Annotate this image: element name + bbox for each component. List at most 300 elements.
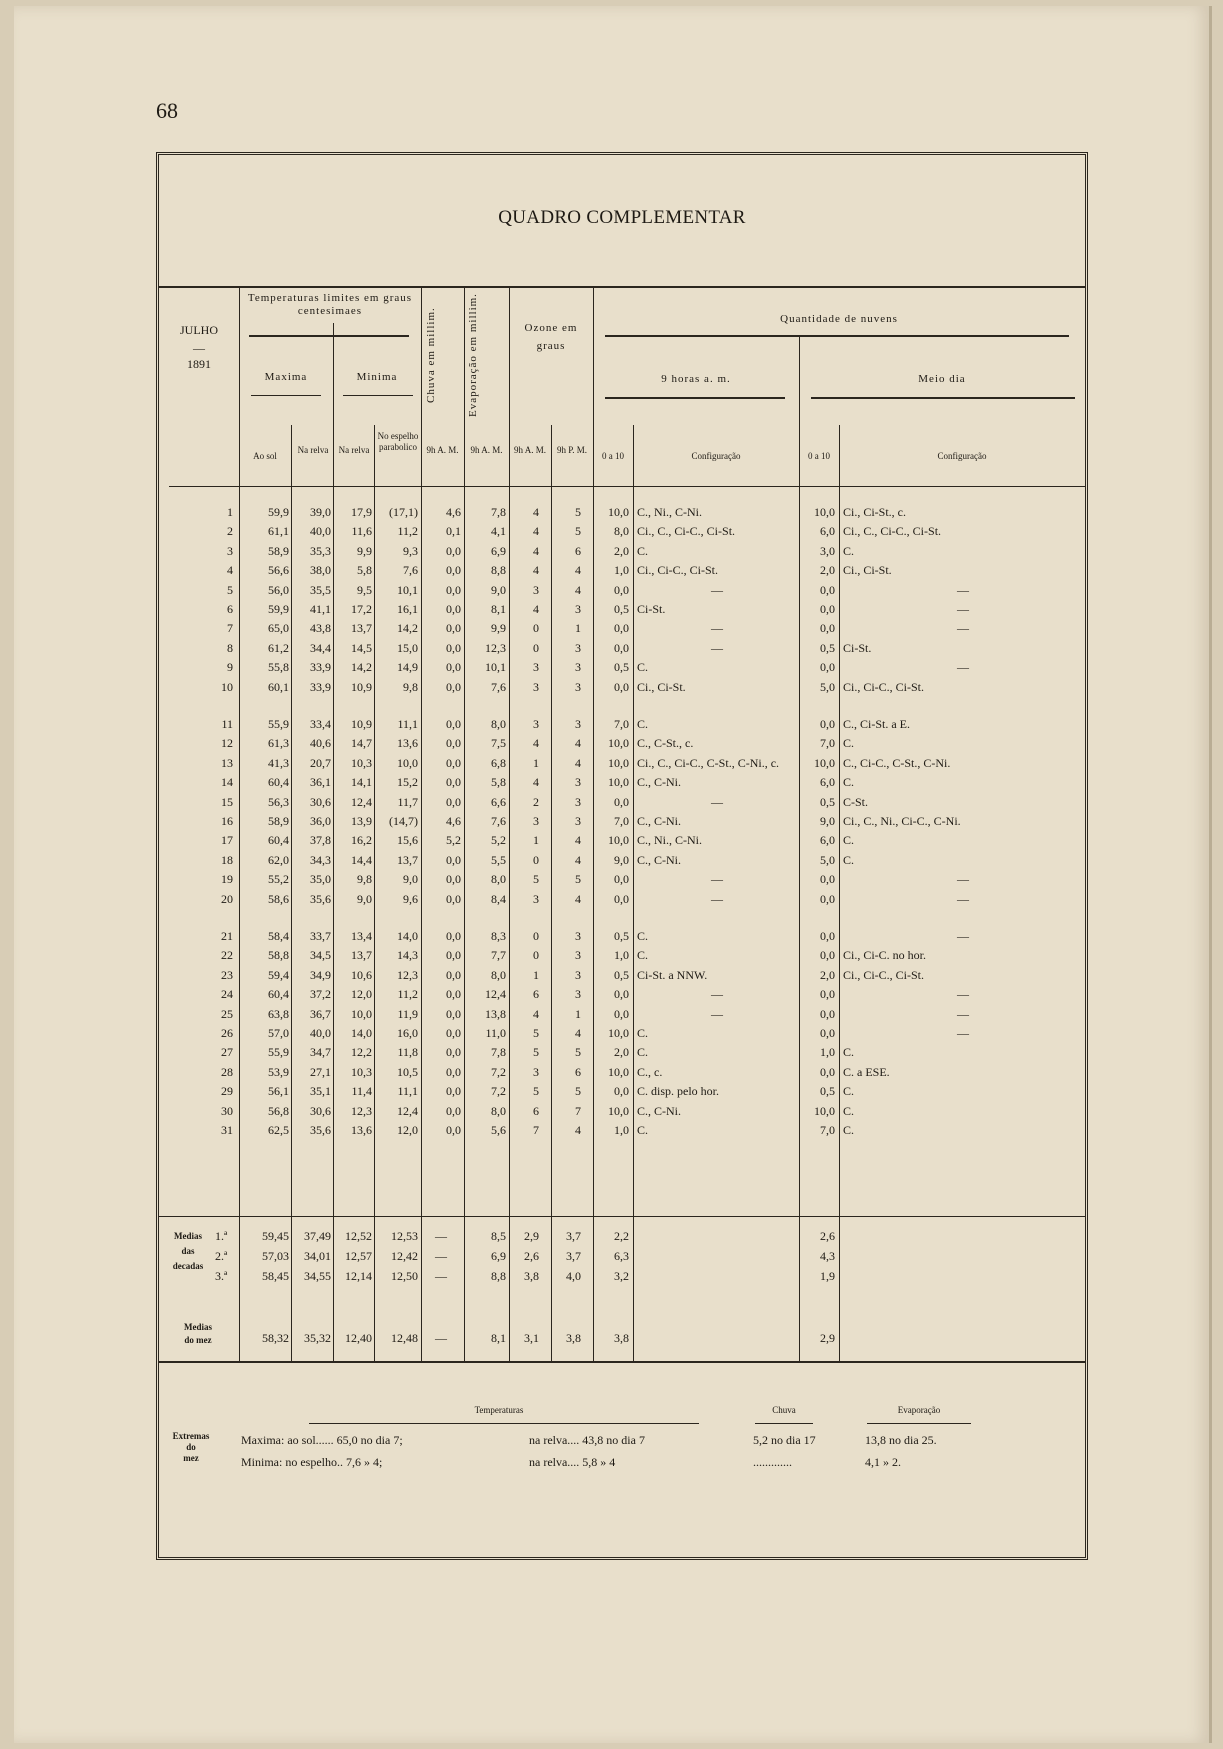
extremas-maxima-evap: 13,8 no dia 25. xyxy=(865,1433,937,1447)
table-cell: 0,0 xyxy=(614,1006,629,1021)
table-cell: 6,8 xyxy=(491,755,506,770)
table-cell: 10,0 xyxy=(608,1026,629,1040)
header-bottom-rule xyxy=(169,486,1085,487)
table-cell: Ci., C., Ci-C., Ci-St. xyxy=(637,524,736,539)
table-cell: C. xyxy=(843,775,855,790)
table-cell: C., Ni., C-Ni. xyxy=(637,505,703,519)
nuvens-9h-scale-header: 0 a 10 xyxy=(602,451,624,461)
table-cell: 5 xyxy=(533,1026,539,1040)
table-cell: 0,0 xyxy=(446,660,461,675)
decada-cell: 12,52 xyxy=(345,1229,372,1243)
table-cell: Ci., C., Ci-C., Ci-St. xyxy=(843,524,942,539)
table-cell: 3 xyxy=(533,717,539,731)
table-cell: 5 xyxy=(575,1084,581,1099)
extremas-minima-relva: na relva.... 5,8 » 4 xyxy=(529,1455,616,1469)
medias-bottom-rule xyxy=(159,1361,1085,1363)
table-cell: C. xyxy=(637,660,649,675)
table-cell: — xyxy=(711,621,723,636)
table-cell: 0,0 xyxy=(446,891,461,906)
table-cell: 0,0 xyxy=(446,948,461,963)
table-cell: 3 xyxy=(533,891,539,906)
table-cell: C. xyxy=(843,1123,855,1137)
header-top-rule xyxy=(159,286,1085,288)
decada-cell: 58,45 xyxy=(262,1269,289,1283)
table-cell: 0,0 xyxy=(820,1026,835,1040)
table-cell: 15,2 xyxy=(397,775,418,790)
table-cell: 35,5 xyxy=(310,582,331,597)
table-cell: C., C-St., c. xyxy=(637,736,694,751)
table-cell: 0,5 xyxy=(614,602,629,616)
table-cell: 65,0 xyxy=(268,621,289,636)
table-cell: 60,4 xyxy=(268,987,289,1002)
table-cell: 6,0 xyxy=(820,524,835,539)
table-cell: 60,4 xyxy=(268,833,289,848)
table-cell: 13,7 xyxy=(351,948,372,963)
table-cell: C., Ci-C., C-St., C-Ni. xyxy=(843,755,951,770)
table-cell: 10,1 xyxy=(485,660,506,675)
day-cell: 7 xyxy=(227,621,233,636)
table-cell: 10,9 xyxy=(351,717,372,731)
table-cell: 17,9 xyxy=(351,505,372,519)
table-cell: 13,9 xyxy=(351,814,372,828)
table-frame xyxy=(156,152,1088,1560)
table-cell: Ci., Ci-St. xyxy=(637,679,686,694)
table-cell: — xyxy=(957,1026,969,1040)
month-dash: — xyxy=(193,341,205,355)
table-cell: 6 xyxy=(533,1103,539,1118)
table-cell: — xyxy=(711,1006,723,1021)
day-cell: 8 xyxy=(227,640,233,655)
day-cell: 3 xyxy=(227,543,233,558)
year-label: 1891 xyxy=(187,357,211,371)
table-cell: 38,0 xyxy=(310,563,331,578)
day-cell: 14 xyxy=(221,775,233,790)
decadas-label-1: Medias xyxy=(174,1231,202,1241)
table-cell: 12,3 xyxy=(351,1103,372,1118)
table-cell: 15,6 xyxy=(397,833,418,848)
table-cell: 0,0 xyxy=(446,929,461,943)
day-cell: 11 xyxy=(221,717,233,731)
table-cell: 34,7 xyxy=(310,1045,331,1060)
table-cell: 3 xyxy=(575,717,581,731)
table-cell: 5 xyxy=(533,1084,539,1099)
table-cell: 7,0 xyxy=(820,1123,835,1137)
table-cell: 0,0 xyxy=(820,872,835,887)
table-cell: 10,0 xyxy=(397,755,418,770)
table-cell: 3 xyxy=(533,814,539,828)
table-cell: 11,9 xyxy=(397,1006,418,1021)
table-cell: Ci-St. xyxy=(843,640,872,655)
mez-label xyxy=(163,1321,233,1347)
table-cell: 11,4 xyxy=(351,1084,372,1099)
table-cell: — xyxy=(711,891,723,906)
table-cell: C. xyxy=(637,948,649,963)
table-cell: 56,0 xyxy=(268,582,289,597)
table-cell: 5 xyxy=(533,872,539,887)
page-title: QUADRO COMPLEMENTAR xyxy=(498,207,746,228)
table-cell: 0,5 xyxy=(614,660,629,675)
table-cell: 10,0 xyxy=(608,736,629,751)
decada-cell: — xyxy=(435,1269,447,1283)
table-cell: 35,0 xyxy=(310,872,331,887)
table-cell: 0,0 xyxy=(446,794,461,809)
table-cell: 1 xyxy=(533,967,539,982)
table-cell: 37,2 xyxy=(310,987,331,1002)
day-cell: 2 xyxy=(227,524,233,539)
table-cell: 8,0 xyxy=(491,1103,506,1118)
decadas-label-3: decadas xyxy=(172,1261,204,1271)
table-cell: Ci-St. xyxy=(637,602,666,616)
table-cell: 7 xyxy=(533,1123,539,1137)
table-cell: 3,0 xyxy=(820,543,835,558)
table-cell: C., C-Ni. xyxy=(637,775,682,790)
extremas-chuva-header: Chuva xyxy=(772,1405,796,1415)
minima-brace xyxy=(343,395,413,396)
table-cell: 11,1 xyxy=(397,1084,418,1099)
table-cell: 9,0 xyxy=(614,852,629,867)
table-cell: 8,8 xyxy=(491,563,506,578)
decada-cell: 6,3 xyxy=(614,1249,629,1263)
day-cell: 10 xyxy=(221,679,233,694)
table-cell: Ci., Ci-C., Ci-St. xyxy=(843,967,925,982)
nuvens-brace xyxy=(605,335,1069,337)
table-cell: 61,3 xyxy=(268,736,289,751)
table-cell: 0,0 xyxy=(446,736,461,751)
extremas-label xyxy=(163,1431,219,1464)
table-cell: 56,1 xyxy=(268,1084,289,1099)
table-cell: 4 xyxy=(575,582,581,597)
mez-cell: 58,32 xyxy=(262,1331,289,1345)
table-cell: 7,0 xyxy=(614,717,629,731)
day-cell: 27 xyxy=(221,1045,233,1060)
table-cell: 0,0 xyxy=(446,967,461,982)
table-cell: — xyxy=(957,582,969,597)
temp-brace xyxy=(249,335,409,337)
table-cell: 0 xyxy=(533,640,539,655)
table-cell: 0,0 xyxy=(614,872,629,887)
decada-cell: 8,8 xyxy=(491,1269,506,1283)
col-rule xyxy=(839,425,840,1361)
day-cell: 19 xyxy=(221,872,233,887)
table-cell: 0,0 xyxy=(446,543,461,558)
table-cell: 3 xyxy=(575,794,581,809)
decada-cell: 3,7 xyxy=(566,1249,581,1263)
table-cell: 0,0 xyxy=(820,602,835,616)
mez-cell: 12,40 xyxy=(345,1331,372,1345)
decada-cell: 6,9 xyxy=(491,1249,506,1263)
table-cell: 9,9 xyxy=(491,621,506,636)
mez-cell: 3,1 xyxy=(524,1331,539,1345)
decada-cell: — xyxy=(435,1229,447,1243)
table-cell: C. xyxy=(637,543,649,558)
table-cell: 0,0 xyxy=(614,891,629,906)
table-cell: 5 xyxy=(575,872,581,887)
table-cell: 4 xyxy=(575,736,581,751)
table-cell: C. a ESE. xyxy=(843,1064,890,1079)
table-cell: 58,9 xyxy=(268,814,289,828)
table-cell: 0,0 xyxy=(820,948,835,963)
decada-cell: 3,7 xyxy=(566,1229,581,1243)
decada-cell: 12,53 xyxy=(391,1229,418,1243)
table-cell: 12,3 xyxy=(397,967,418,982)
table-cell: 6 xyxy=(533,987,539,1002)
table-cell: 8,3 xyxy=(491,929,506,943)
table-cell: 7,0 xyxy=(614,814,629,828)
table-cell: 4 xyxy=(575,1123,581,1137)
decada-cell: — xyxy=(435,1249,447,1263)
table-cell: 56,3 xyxy=(268,794,289,809)
table-cell: 12,0 xyxy=(351,987,372,1002)
table-cell: 4 xyxy=(533,602,539,616)
table-cell: 11,0 xyxy=(485,1026,506,1040)
table-cell: 5,8 xyxy=(357,563,372,578)
table-cell: 34,3 xyxy=(310,852,331,867)
minima-header: Minima xyxy=(356,371,398,383)
table-cell: 56,6 xyxy=(268,563,289,578)
table-cell: 14,1 xyxy=(351,775,372,790)
table-cell: 55,9 xyxy=(268,1045,289,1060)
table-cell: 30,6 xyxy=(310,1103,331,1118)
decada-cell: 12,14 xyxy=(345,1269,372,1283)
table-cell: 10,3 xyxy=(351,1064,372,1079)
table-cell: 11,7 xyxy=(397,794,418,809)
table-cell: 0,5 xyxy=(820,640,835,655)
mez-label-2: do mez xyxy=(184,1335,212,1345)
table-cell: 0,0 xyxy=(820,660,835,675)
table-cell: 27,1 xyxy=(310,1064,331,1079)
table-cell: (14,7) xyxy=(389,814,418,828)
table-cell: 9,9 xyxy=(357,543,372,558)
table-cell: Ci., Ci-C., Ci-St. xyxy=(843,679,925,694)
table-cell: 0 xyxy=(533,948,539,963)
table-cell: (17,1) xyxy=(389,505,418,519)
mez-cell: 2,9 xyxy=(820,1331,835,1345)
table-cell: C-St. xyxy=(843,794,869,809)
table-cell: Ci., C., Ni., Ci-C., C-Ni. xyxy=(843,814,961,828)
decada-cell: 3,2 xyxy=(614,1269,629,1283)
table-cell: 7,6 xyxy=(403,563,418,578)
table-cell: — xyxy=(957,621,969,636)
table-cell: 35,6 xyxy=(310,1123,331,1137)
mez-cell: — xyxy=(435,1331,447,1345)
extremas-label-3: mez xyxy=(183,1453,199,1463)
decada-cell: 3.ª xyxy=(215,1269,228,1283)
table-cell: 3 xyxy=(575,660,581,675)
table-cell: 14,7 xyxy=(351,736,372,751)
table-cell: 1,0 xyxy=(614,1123,629,1137)
table-cell: 14,3 xyxy=(397,948,418,963)
table-cell: 37,8 xyxy=(310,833,331,848)
table-cell: — xyxy=(957,1006,969,1021)
day-cell: 21 xyxy=(221,929,233,943)
day-cell: 28 xyxy=(221,1064,233,1079)
day-cell: 25 xyxy=(221,1006,233,1021)
ao-sol-header: Ao sol xyxy=(253,451,277,461)
table-cell: 35,1 xyxy=(310,1084,331,1099)
decada-cell: 3,8 xyxy=(524,1269,539,1283)
table-cell: 0,0 xyxy=(446,1045,461,1060)
table-cell: 4 xyxy=(533,736,539,751)
table-cell: 36,7 xyxy=(310,1006,331,1021)
table-cell: 7,2 xyxy=(491,1084,506,1099)
table-cell: 4 xyxy=(533,1006,539,1021)
mez-cell: 8,1 xyxy=(491,1331,506,1345)
table-cell: 0,0 xyxy=(446,1006,461,1021)
extremas-maxima-chuva: 5,2 no dia 17 xyxy=(753,1433,816,1447)
table-cell: 0,0 xyxy=(446,1064,461,1079)
col-rule xyxy=(633,425,634,1361)
table-cell: 5,0 xyxy=(820,679,835,694)
mez-cell: 35,32 xyxy=(304,1331,331,1345)
table-cell: 13,6 xyxy=(351,1123,372,1137)
table-cell: 9,0 xyxy=(820,814,835,828)
table-cell: 9,8 xyxy=(357,872,372,887)
table-cell: 33,4 xyxy=(310,717,331,731)
table-cell: 16,1 xyxy=(397,602,418,616)
table-cell: 0,0 xyxy=(614,621,629,636)
table-cell: 43,8 xyxy=(310,621,331,636)
table-cell: 8,4 xyxy=(491,891,506,906)
table-cell: 34,9 xyxy=(310,967,331,982)
table-cell: — xyxy=(957,660,969,675)
ozone-9pm-header: 9h P. M. xyxy=(556,445,587,455)
table-cell: — xyxy=(957,602,969,616)
table-cell: 3 xyxy=(533,582,539,597)
table-cell: 0,0 xyxy=(820,1064,835,1079)
na-relva-max-header: Na relva xyxy=(297,445,329,455)
table-cell: 59,9 xyxy=(268,602,289,616)
table-cell: 12,4 xyxy=(485,987,506,1002)
table-cell: 4 xyxy=(575,1026,581,1040)
chuva-header: Chuva em millim. xyxy=(425,307,437,403)
table-cell: 5,2 xyxy=(491,833,506,848)
table-cell: 4,6 xyxy=(446,505,461,519)
table-cell: 3 xyxy=(575,602,581,616)
table-cell: 9,3 xyxy=(403,543,418,558)
table-cell: 14,9 xyxy=(397,660,418,675)
table-cell: 55,2 xyxy=(268,872,289,887)
day-cell: 5 xyxy=(227,582,233,597)
extremas-minima-chuva: ............. xyxy=(753,1455,792,1469)
table-cell: 16,0 xyxy=(397,1026,418,1040)
table-cell: 41,3 xyxy=(268,755,289,770)
decada-cell: 12,42 xyxy=(391,1249,418,1263)
day-cell: 18 xyxy=(221,852,233,867)
day-cell: 30 xyxy=(221,1103,233,1118)
table-cell: 53,9 xyxy=(268,1064,289,1079)
table-cell: 0 xyxy=(533,929,539,943)
table-cell: — xyxy=(957,891,969,906)
table-cell: C. xyxy=(637,929,649,943)
table-cell: 0,0 xyxy=(446,1103,461,1118)
mez-cell: 3,8 xyxy=(566,1331,581,1345)
table-cell: 0,5 xyxy=(614,967,629,982)
ozone-9am-header: 9h A. M. xyxy=(513,445,546,455)
table-cell: 3 xyxy=(533,679,539,694)
evap-9h-header: 9h A. M. xyxy=(470,445,503,455)
extremas-label-1: Extremas xyxy=(172,1431,210,1441)
table-cell: 0,0 xyxy=(820,929,835,943)
table-cell: C. xyxy=(843,1103,855,1118)
page-number: 68 xyxy=(156,98,178,123)
table-cell: 10,6 xyxy=(351,967,372,982)
decada-cell: 2.ª xyxy=(215,1249,228,1263)
table-cell: 11,8 xyxy=(397,1045,418,1060)
table-cell: Ci., Ci-St., c. xyxy=(843,505,907,519)
table-cell: C. xyxy=(843,1084,855,1099)
day-cell: 29 xyxy=(221,1084,233,1099)
table-cell: 9,0 xyxy=(491,582,506,597)
table-cell: 4 xyxy=(533,524,539,539)
table-cell: 2 xyxy=(533,794,539,809)
table-cell: 0,0 xyxy=(820,891,835,906)
extremas-minima-evap: 4,1 » 2. xyxy=(865,1455,901,1469)
table-cell: 3 xyxy=(575,814,581,828)
table-cell: 2,0 xyxy=(614,1045,629,1060)
table-cell: 10,0 xyxy=(814,505,835,519)
table-cell: 11,1 xyxy=(397,717,418,731)
table-cell: 9,6 xyxy=(403,891,418,906)
temp-group-header: Temperaturas limites em graus centesimaes xyxy=(247,292,413,317)
table-cell: 0,0 xyxy=(446,1026,461,1040)
day-cell: 4 xyxy=(227,563,233,578)
table-cell: 14,5 xyxy=(351,640,372,655)
decada-cell: 4,0 xyxy=(566,1269,581,1283)
decada-cell: 2,9 xyxy=(524,1229,539,1243)
table-cell: 0,5 xyxy=(820,794,835,809)
table-cell: 2,0 xyxy=(820,967,835,982)
table-cell: 57,0 xyxy=(268,1026,289,1040)
table-cell: 4,1 xyxy=(491,524,506,539)
table-cell: 0,0 xyxy=(820,717,835,731)
table-cell: 0,0 xyxy=(446,872,461,887)
table-cell: 1 xyxy=(533,755,539,770)
table-cell: 0,0 xyxy=(820,621,835,636)
decada-cell: 2,6 xyxy=(524,1249,539,1263)
decada-cell: 37,49 xyxy=(304,1229,331,1243)
table-cell: 62,5 xyxy=(268,1123,289,1137)
table-cell: 5 xyxy=(575,524,581,539)
table-cell: 12,4 xyxy=(397,1103,418,1118)
extremas-maxima-relva: na relva.... 43,8 no dia 7 xyxy=(529,1433,645,1447)
table-cell: 1 xyxy=(575,621,581,636)
table-cell: 0,0 xyxy=(446,679,461,694)
table-cell: C. xyxy=(637,1045,649,1060)
table-cell: 0,0 xyxy=(446,563,461,578)
decada-cell: 1,9 xyxy=(820,1269,835,1283)
table-cell: 5 xyxy=(575,1045,581,1060)
table-cell: 6 xyxy=(575,1064,581,1079)
table-cell: C., C-Ni. xyxy=(637,814,682,828)
table-cell: C. xyxy=(843,736,855,751)
table-cell: 8,0 xyxy=(491,967,506,982)
decada-cell: 2,6 xyxy=(820,1229,835,1243)
table-cell: 0,0 xyxy=(820,582,835,597)
table-cell: 0,0 xyxy=(614,794,629,809)
table-cell: 10,0 xyxy=(608,755,629,770)
table-cell: 4 xyxy=(575,852,581,867)
mez-cell: 3,8 xyxy=(614,1331,629,1345)
day-cell: 9 xyxy=(227,660,233,675)
nove-horas-brace xyxy=(605,397,785,399)
maxima-brace xyxy=(251,395,321,396)
table-cell: 34,5 xyxy=(310,948,331,963)
table-cell: C., Ci-St. a E. xyxy=(843,717,911,731)
table-cell: 0,0 xyxy=(446,640,461,655)
table-cell: 9,0 xyxy=(357,891,372,906)
table-cell: C. xyxy=(637,1123,649,1137)
table-cell: 12,4 xyxy=(351,794,372,809)
